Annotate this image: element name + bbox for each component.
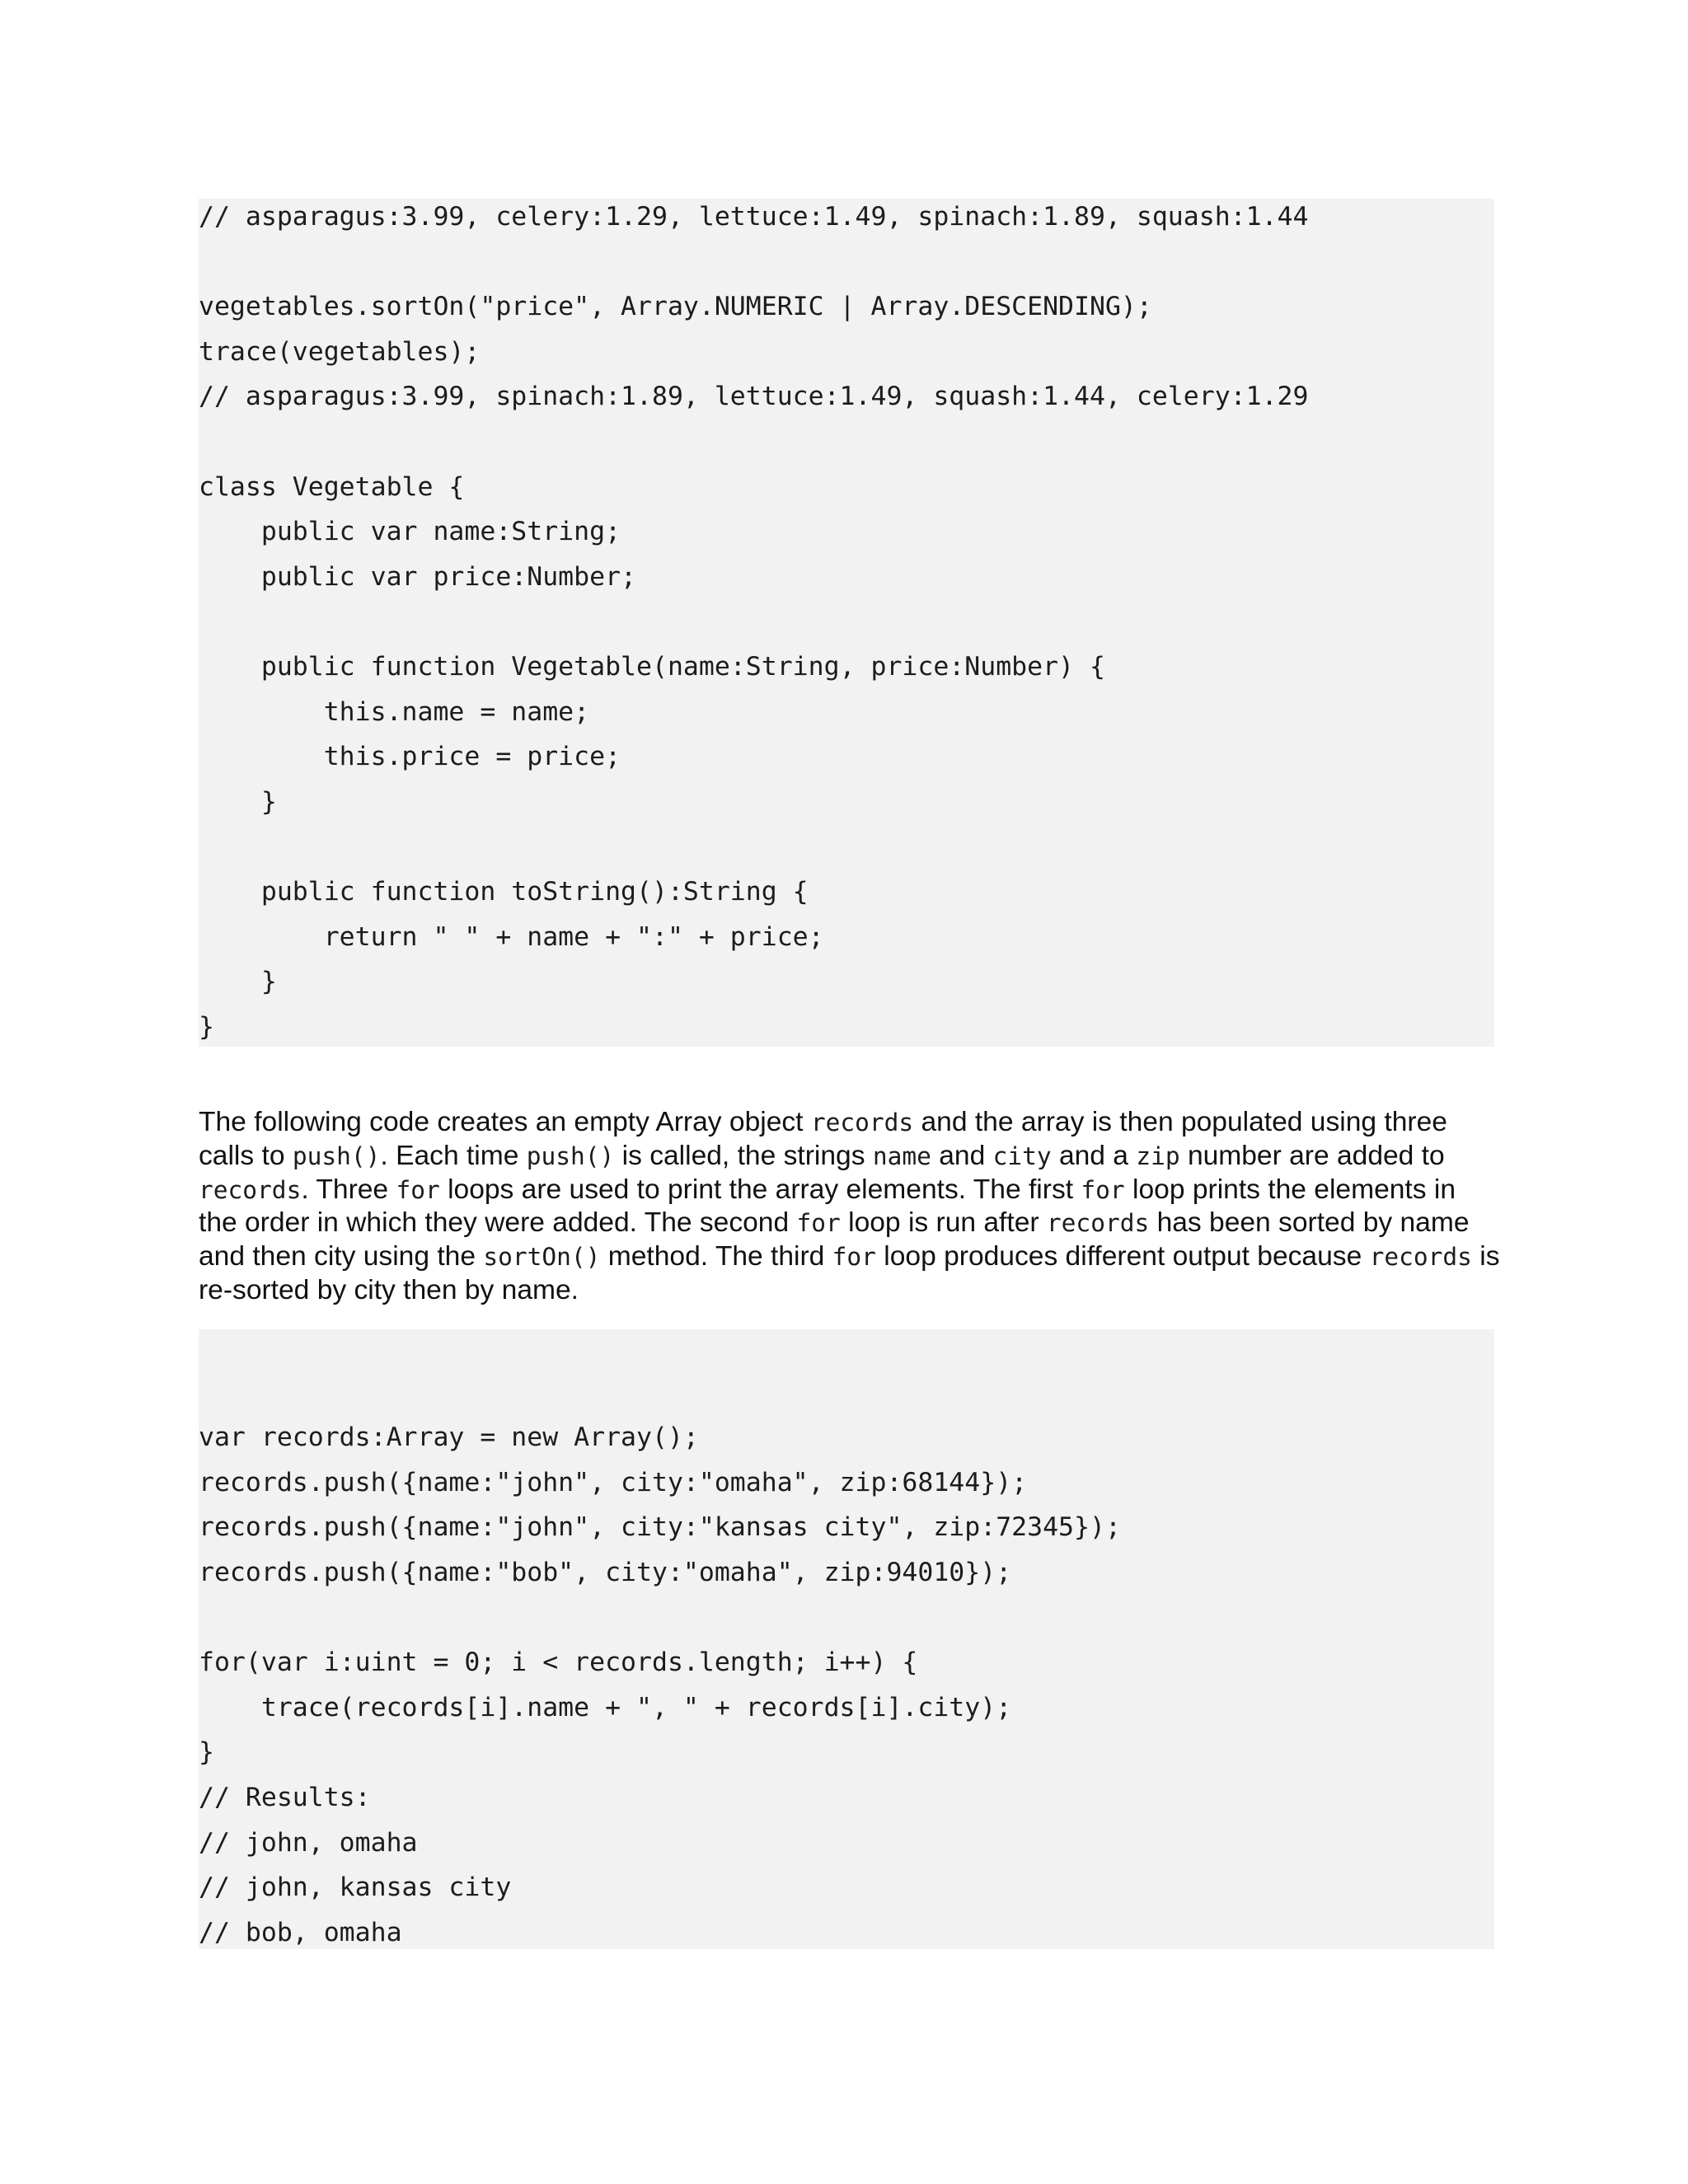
code-line: this.name = name; [199, 696, 590, 727]
paragraph-text: . Three [301, 1174, 396, 1205]
code-line: public function Vegetable(name:String, price:Number) { [199, 652, 1105, 682]
code-line: return " " + name + ":" + price; [199, 921, 824, 952]
code-line: for(var i:uint = 0; i < records.length; i++) { [199, 1647, 918, 1678]
inline-code: records [810, 1108, 914, 1137]
code-block-vegetables [199, 199, 1494, 1047]
paragraph-text: loop produces different output because [875, 1241, 1370, 1272]
inline-code: for [832, 1243, 876, 1272]
inline-code: city [992, 1141, 1052, 1170]
inline-code: records [1369, 1243, 1472, 1272]
code-line: } [199, 1011, 214, 1042]
code-line: records.push({name:"bob", city:"omaha", zip:94010}); [199, 1558, 1012, 1587]
code-line: } [199, 786, 277, 817]
paragraph-text: . Each time [380, 1140, 527, 1171]
inline-code: for [1081, 1175, 1125, 1204]
inline-code: name [872, 1141, 931, 1170]
code-line: var records:Array = new Array(); [199, 1422, 699, 1453]
inline-code: records [1046, 1209, 1150, 1238]
code-line: records.push({name:"john", city:"kansas city", zip:72345}); [199, 1512, 1121, 1543]
paragraph-text: The following code creates an empty Array object [199, 1107, 811, 1137]
paragraph-text: method. The third [600, 1241, 832, 1272]
paragraph-text: is re-sorted by city then by name. [199, 1241, 1500, 1305]
paragraph-text: loop prints the elements in the order in which they were added. The second [199, 1174, 1456, 1239]
inline-code: zip [1136, 1141, 1180, 1170]
code-line: trace(vegetables); [199, 336, 481, 367]
inline-code: push() [292, 1141, 381, 1170]
code-line: public var price:Number; [199, 561, 637, 592]
code-line: // asparagus:3.99, celery:1.29, lettuce:1.49, spinach:1.89, squash:1.44 [199, 202, 1309, 232]
code-block-records [199, 1329, 1494, 1949]
paragraph-text: and the array is then populated using three calls to [199, 1107, 1447, 1171]
code-line: this.price = price; [199, 742, 621, 772]
inline-code: for [796, 1209, 841, 1238]
code-line: // john, kansas city [199, 1872, 512, 1903]
code-line: } [199, 1737, 214, 1768]
paragraph-text: and a [1051, 1140, 1137, 1171]
paragraph-text: loop is run after [840, 1207, 1047, 1239]
paragraph-text: number are added to [1179, 1140, 1445, 1171]
paragraph-text: and [931, 1140, 993, 1171]
code-line: class Vegetable { [199, 471, 465, 502]
code-line: // john, omaha [199, 1827, 418, 1858]
records-description-paragraph [199, 1106, 1501, 1308]
code-line: // asparagus:3.99, spinach:1.89, lettuce:1.49, squash:1.44, celery:1.29 [199, 382, 1309, 412]
code-line: // bob, omaha [199, 1917, 402, 1947]
paragraph-text: has been sorted by name and then city using the [199, 1207, 1470, 1272]
code-line: vegetables.sortOn("price", Array.NUMERIC | Array.DESCENDING); [199, 292, 1152, 322]
paragraph-text: loops are used to print the array elements. The first [439, 1174, 1081, 1205]
inline-code: push() [526, 1141, 615, 1170]
code-line: public var name:String; [199, 517, 621, 547]
inline-code: sortOn() [483, 1243, 601, 1272]
inline-code: for [396, 1175, 440, 1204]
inline-code: records [199, 1175, 302, 1204]
code-line: trace(records[i].name + ", " + records[i].city); [199, 1692, 1012, 1722]
code-line: records.push({name:"john", city:"omaha", zip:68144}); [199, 1467, 1028, 1497]
paragraph-text: is called, the strings [614, 1140, 873, 1171]
code-line: public function toString():String { [199, 877, 809, 907]
code-line: // Results: [199, 1783, 371, 1812]
code-line: } [199, 967, 277, 997]
